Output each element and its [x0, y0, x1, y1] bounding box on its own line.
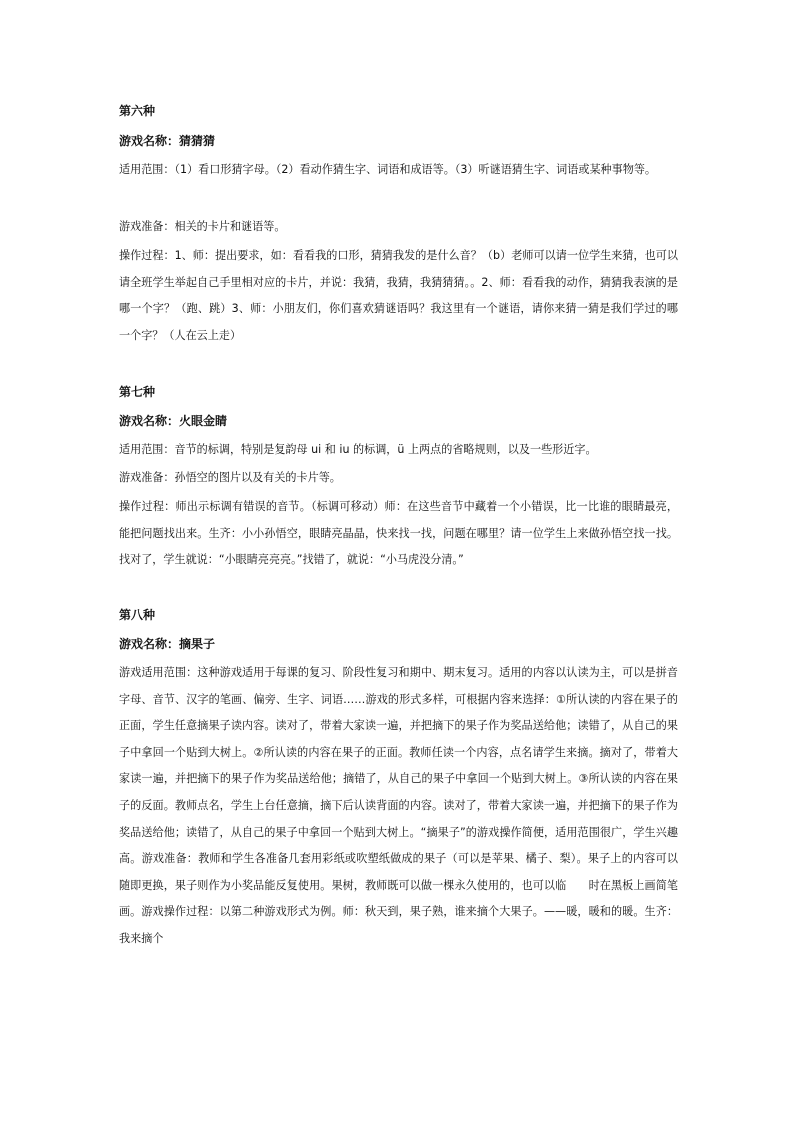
section-heading-8: 第八种	[119, 608, 156, 622]
game-name-label: 游戏名称：	[119, 414, 180, 428]
game-name-label: 游戏名称：	[119, 134, 180, 148]
game-name-line-8	[119, 636, 215, 652]
game-name-line-6	[119, 133, 215, 149]
section-heading-7: 第七种	[119, 385, 156, 399]
game-name-value: 猜猜猜	[179, 134, 216, 148]
paragraph-scope-8: 游戏适用范围：这种游戏适用于每课的复习、阶段性复习和期中、期末复习。适用的内容以认读为主，可以是拼音字母、音节、汉字的笔画、偏旁、生字、词语……游戏的形式多样，可根据内容来选择：①所认读的内容在果子的正面，学生任意摘果子读内容。读对了，带着大家读一遍，并把摘下的果子作为奖品送给他；读错了，从自己的果子中拿回一个贴到大树上。②所认读的内容在果子的正面。教师任读一个内容，点名请学生来摘。摘对了，带着大家读一遍，并把摘下的果子作为奖品送给他；摘错了，从自己的果子中拿回一个贴到大树上。③所认读的内容在果子的反面。教师点名，学生上台任意摘，摘下后认读背面的内容。读对了，带着大家读一遍，并把摘下的果子作为奖品送给他；读错了，从自己的果子中拿回一个贴到大树上。“摘果子”的游戏操作简便，适用范围很广，学生兴趣高。游戏准备：教师和学生各准备几套用彩纸或吹塑纸做成的果子（可以是苹果、橘子、梨）。果子上的内容可以随即更换，果子则作为小奖品能反复使用。果树，教师既可以做一棵永久使用的，也可以临 时在黑板上画简笔画。游戏操作过程：以第二种游戏形式为例。师：秋天到，果子熟，谁来摘个大果子。——暖，暖和的暖。生齐：我来摘个	[119, 666, 678, 945]
paragraph-process-6: 操作过程：1、师：提出要求，如：看看我的口形，猜猜我发的是什么音？（b）老师可以请一位学生来猜，也可以请全班学生举起自己手里相对应的卡片，并说：我猜，我猜，我猜猜猜。。2、师：看看我的动作，猜猜我表演的是哪一个字？（跑、跳）3、师：小朋友们，你们喜欢猜谜语吗？我这里有一个谜语，请你来猜一猜是我们学过的哪一个字？（人在云上走）	[119, 249, 678, 342]
paragraph-scope-6: 适用范围：（1）看口形猜字母。（2）看动作猜生字、词语和成语等。（3）听谜语猜生字、词语或某种事物等。	[119, 163, 657, 176]
game-name-value: 摘果子	[179, 637, 216, 651]
paragraph-scope-7: 适用范围：音节的标调，特别是复韵母 ui 和 iu 的标调，ü 上两点的省略规则，以及一些形近字。	[119, 443, 597, 456]
game-name-value: 火眼金睛	[179, 414, 228, 428]
paragraph-process-7: 操作过程：师出示标调有错误的音节。（标调可移动）师：在这些音节中藏着一个小错误，比一比谁的眼睛最亮，能把问题找出来。生齐：小小孙悟空，眼睛亮晶晶，快来找一找，问题在哪里？请一位学生上来做孙悟空找一找。找对了，学生就说：“小眼睛亮亮亮。”找错了，就说：“小马虎没分清。”	[119, 500, 678, 567]
game-name-line-7	[119, 413, 227, 429]
section-heading-6: 第六种	[119, 104, 156, 118]
paragraph-prep-6: 游戏准备：相关的卡片和谜语等。	[119, 220, 286, 233]
paragraph-prep-7: 游戏准备：孙悟空的图片以及有关的卡片等。	[119, 471, 341, 484]
game-name-label: 游戏名称：	[119, 637, 180, 651]
